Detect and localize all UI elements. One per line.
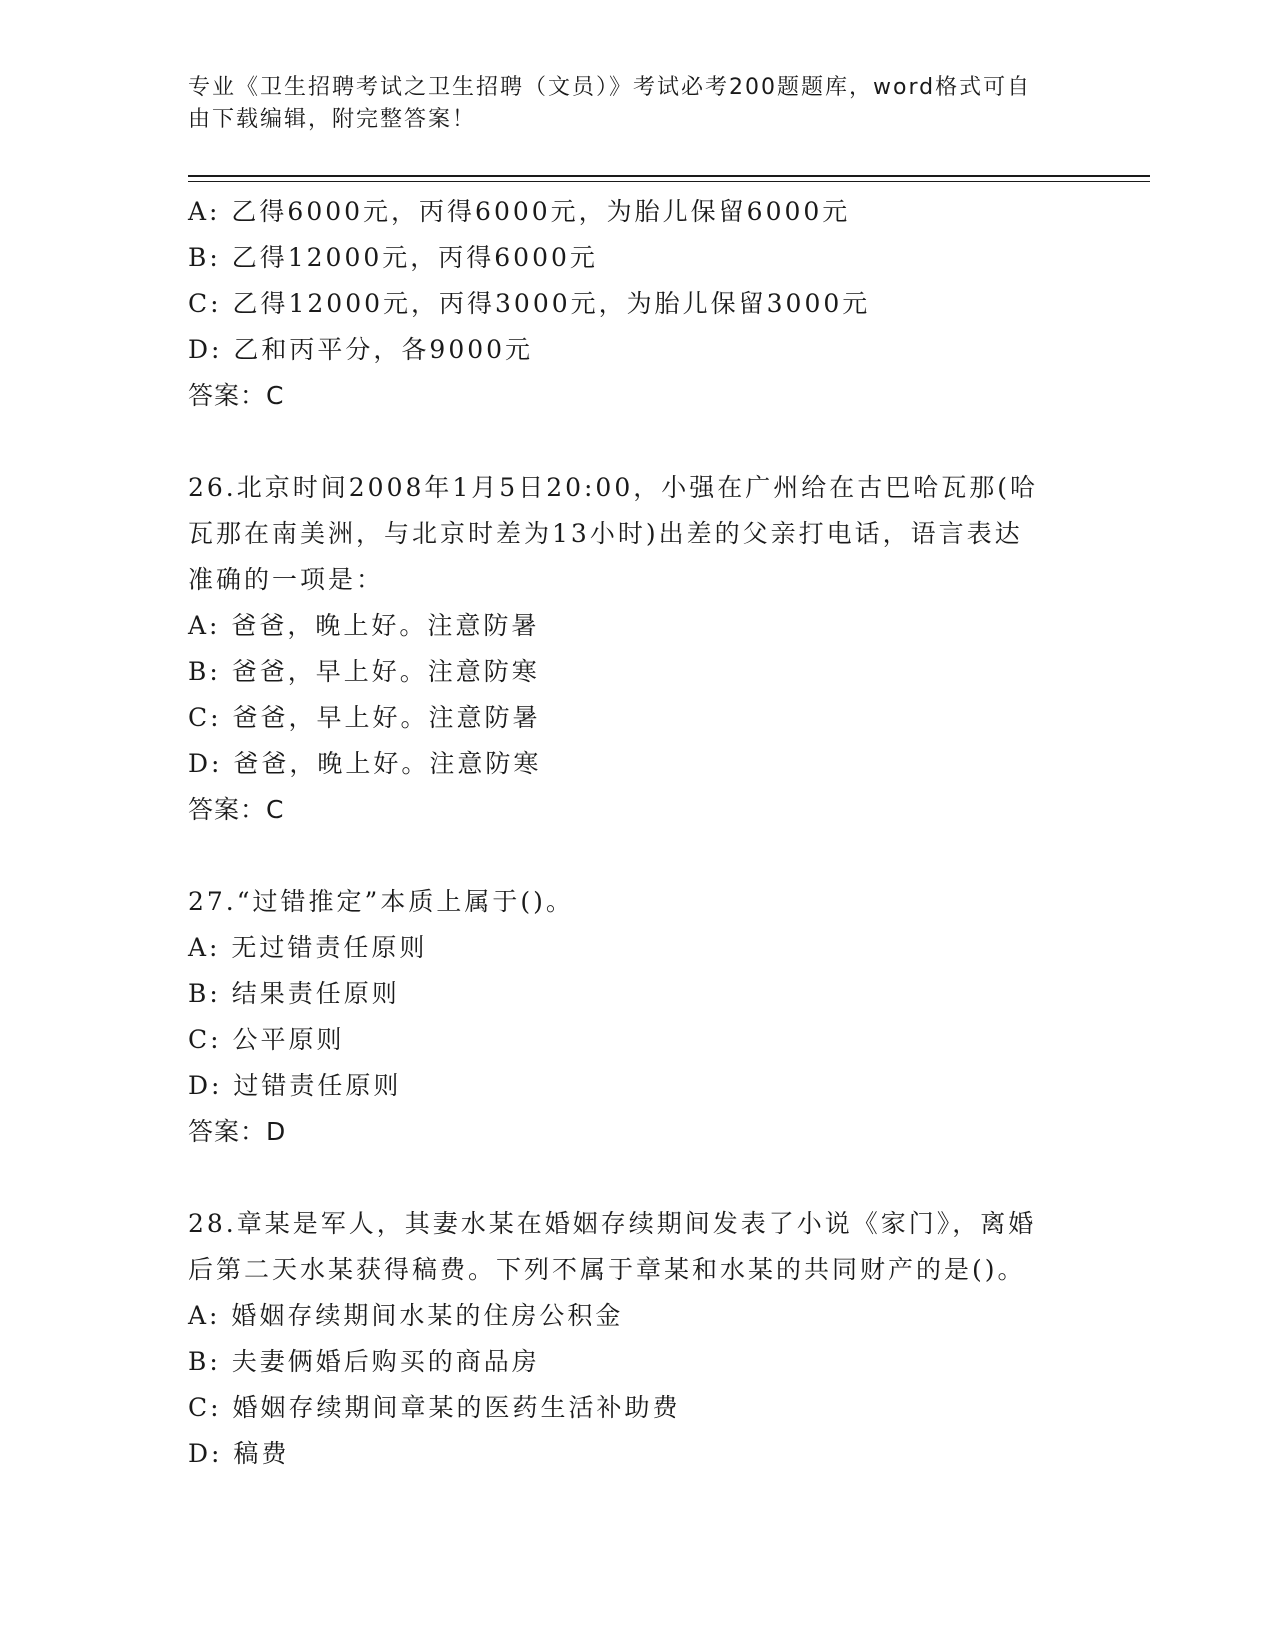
option-c: C: 婚姻存续期间章某的医药生活补助费: [188, 1393, 681, 1422]
header-line-2: 由下载编辑，附完整答案！: [188, 107, 477, 132]
option-b: B: 乙得12000元，丙得6000元: [188, 243, 598, 272]
answer: 答案：C: [188, 795, 285, 824]
option-d: D: 爸爸，晚上好。注意防寒: [188, 749, 542, 778]
question-26: [188, 465, 1088, 833]
question-text-line-2: 后第二天水某获得稿费。下列不属于章某和水某的共同财产的是()。: [188, 1255, 1026, 1284]
option-a: A: 婚姻存续期间水某的住房公积金: [188, 1301, 624, 1330]
option-c: C: 公平原则: [188, 1025, 345, 1054]
document-header: [188, 72, 1088, 136]
answer: 答案：C: [188, 381, 285, 410]
option-d: D: 乙和丙平分，各9000元: [188, 335, 534, 364]
header-divider-thick: [188, 175, 1150, 177]
spacer: [188, 1155, 1088, 1201]
question-text-line-1: 28.章某是军人，其妻水某在婚姻存续期间发表了小说《家门》，离婚: [188, 1209, 1037, 1238]
header-line-1: 专业《卫生招聘考试之卫生招聘（文员）》考试必考200题题库，word格式可自: [188, 75, 1032, 100]
question-27: [188, 879, 1088, 1155]
question-list: [188, 189, 1088, 1477]
answer: 答案：D: [188, 1117, 287, 1146]
header-divider-thin: [188, 181, 1150, 182]
option-b: B: 结果责任原则: [188, 979, 400, 1008]
question-text-line-1: 26.北京时间2008年1月5日20:00，小强在广州给在古巴哈瓦那(哈: [188, 473, 1038, 502]
spacer: [188, 833, 1088, 879]
option-d: D: 过错责任原则: [188, 1071, 402, 1100]
option-b: B: 夫妻俩婚后购买的商品房: [188, 1347, 540, 1376]
question-text-line-2: 瓦那在南美洲，与北京时差为13小时)出差的父亲打电话，语言表达: [188, 519, 1023, 548]
spacer: [188, 419, 1088, 465]
option-c: C: 乙得12000元，丙得3000元，为胎儿保留3000元: [188, 289, 871, 318]
option-d: D: 稿费: [188, 1439, 290, 1468]
question-25-continuation: [188, 189, 1088, 419]
option-c: C: 爸爸，早上好。注意防暑: [188, 703, 541, 732]
option-a: A: 乙得6000元，丙得6000元，为胎儿保留6000元: [188, 197, 851, 226]
question-text-line-1: 27.“过错推定”本质上属于()。: [188, 887, 574, 916]
question-28: [188, 1201, 1088, 1477]
option-a: A: 无过错责任原则: [188, 933, 428, 962]
option-a: A: 爸爸，晚上好。注意防暑: [188, 611, 540, 640]
question-text-line-3: 准确的一项是：: [188, 565, 385, 594]
option-b: B: 爸爸，早上好。注意防寒: [188, 657, 540, 686]
